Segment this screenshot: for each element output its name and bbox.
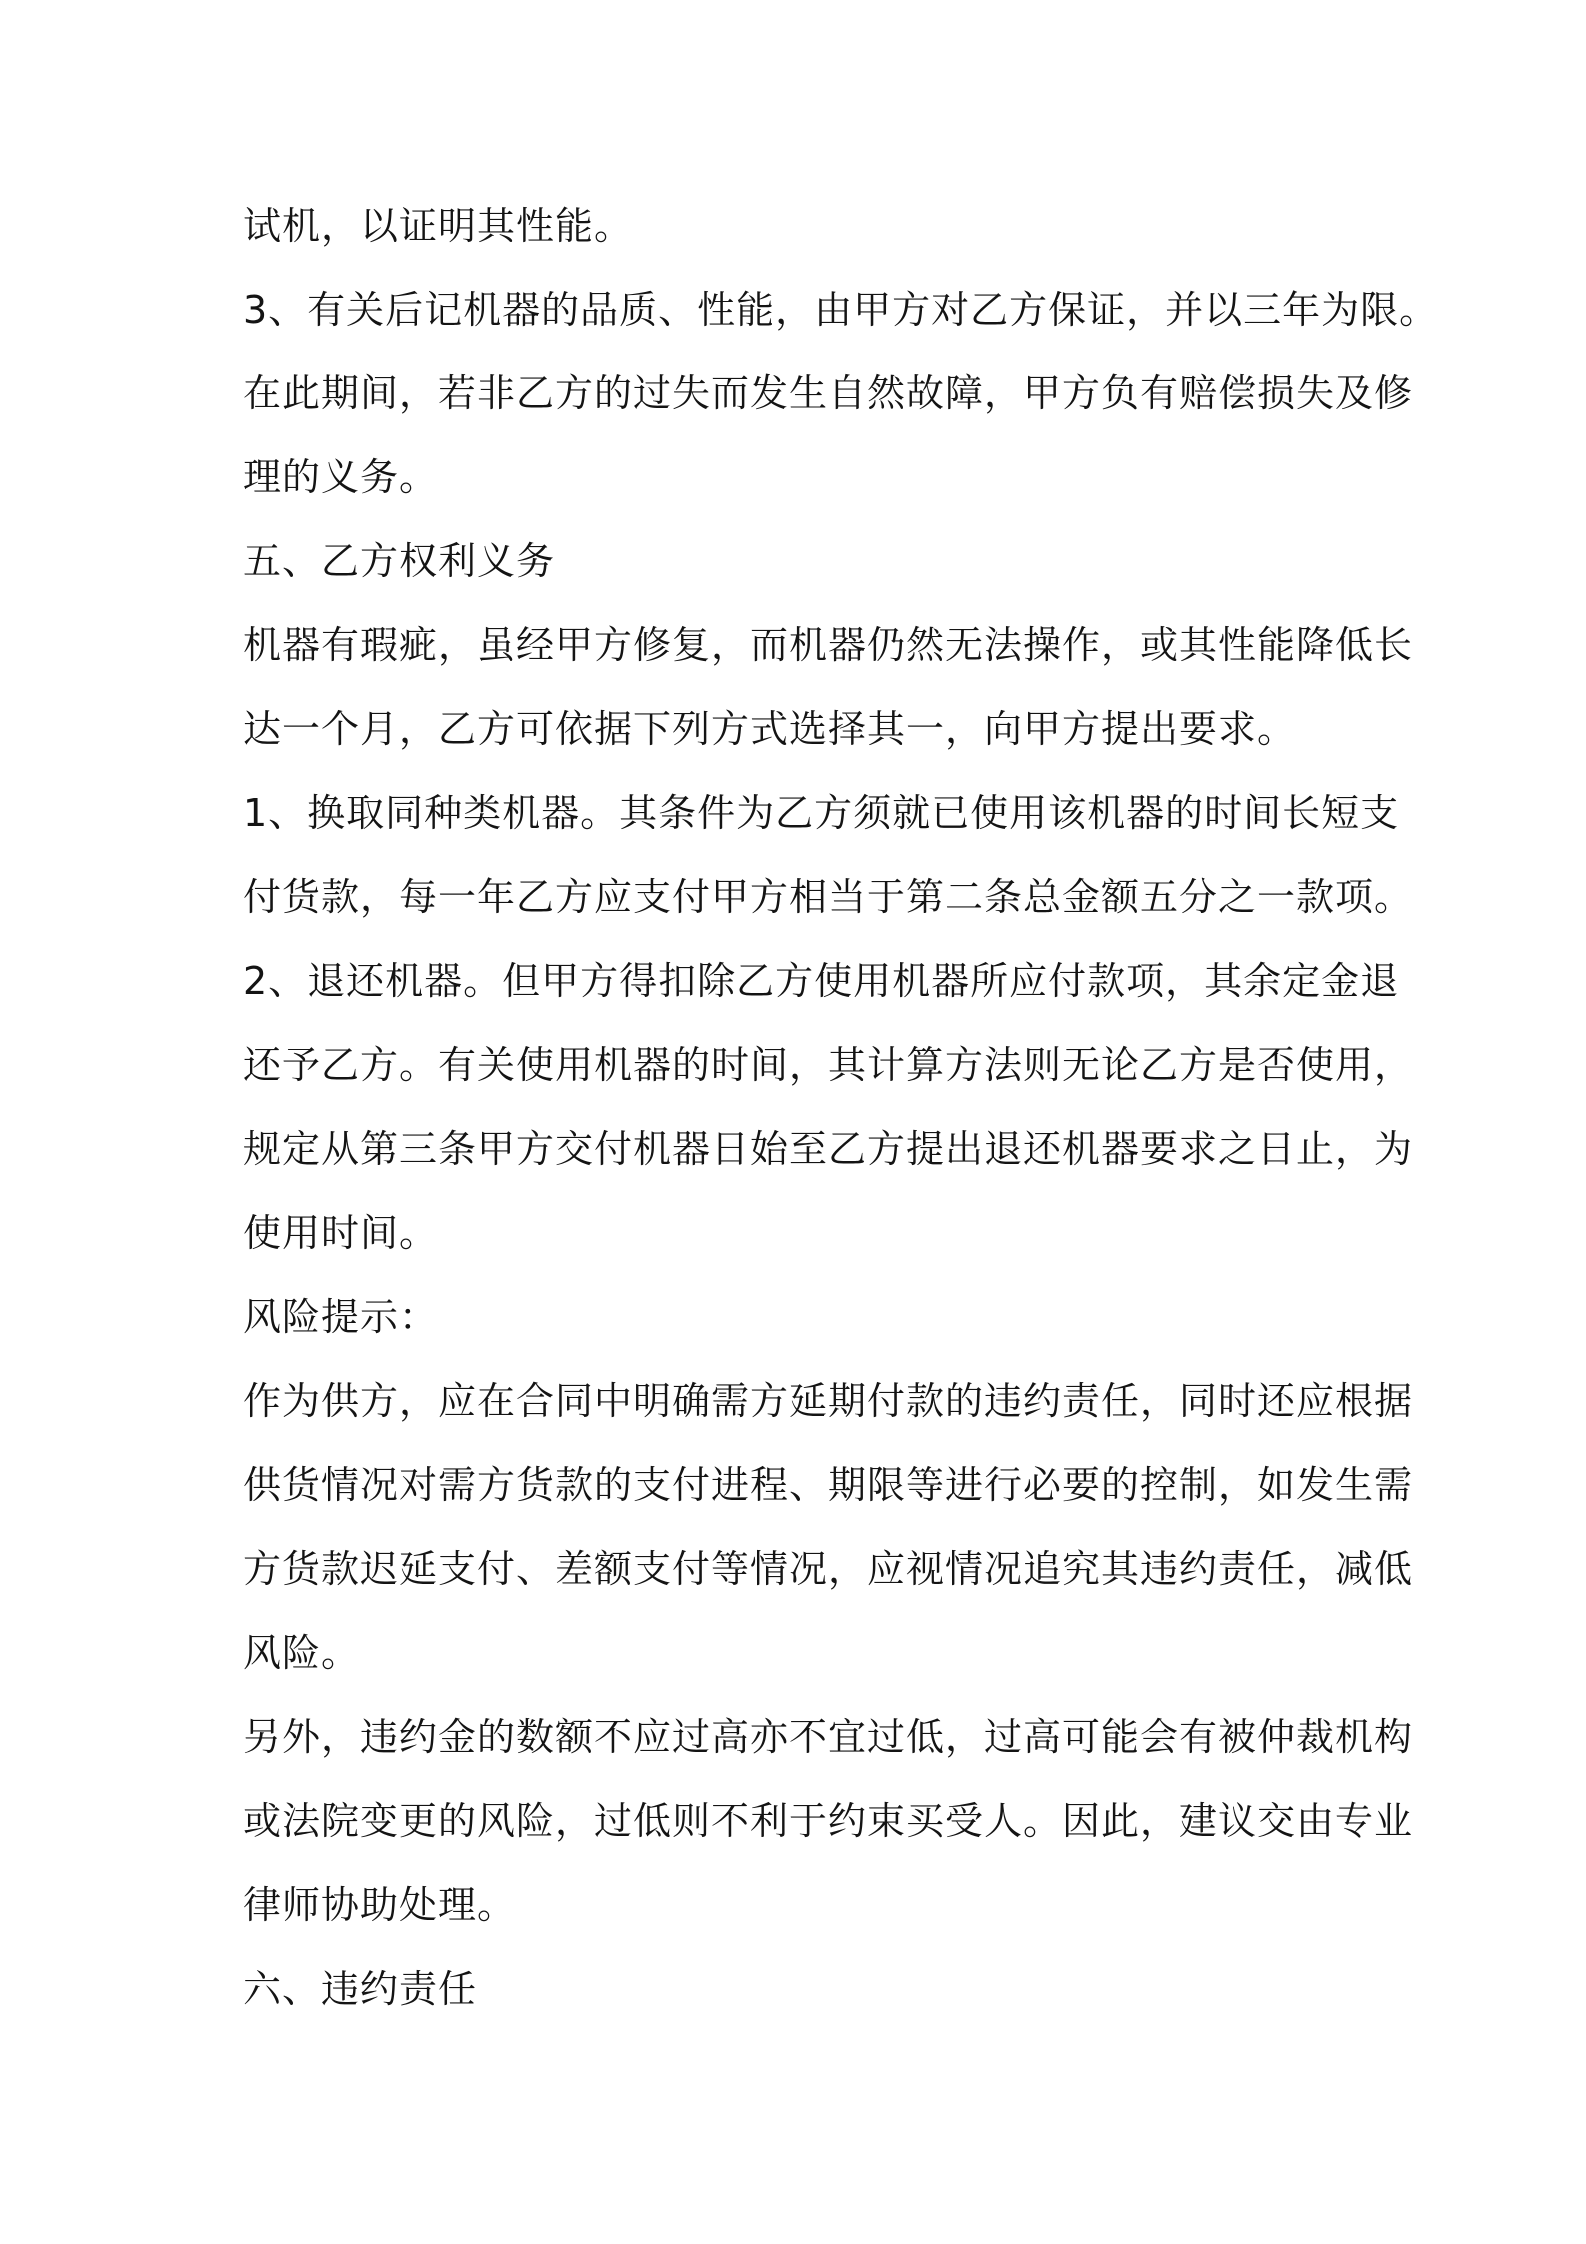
section-heading: 五、乙方权利义务 [243, 539, 556, 583]
text-line: 使用时间。 [243, 1211, 439, 1255]
text-line: 1、换取同种类机器。其条件为乙方须就已使用该机器的时间长短支 [243, 791, 1400, 835]
risk-tip-heading: 风险提示： [243, 1295, 439, 1339]
text-line: 付货款，每一年乙方应支付甲方相当于第二条总金额五分之一款项。 [243, 875, 1414, 919]
text-line: 在此期间，若非乙方的过失而发生自然故障，甲方负有赔偿损失及修 [243, 371, 1414, 415]
text-line: 或法院变更的风险，过低则不利于约束买受人。因此，建议交由专业 [243, 1799, 1414, 1843]
text-line: 达一个月，乙方可依据下列方式选择其一，向甲方提出要求。 [243, 707, 1297, 751]
text-line: 2、退还机器。但甲方得扣除乙方使用机器所应付款项，其余定金退 [243, 959, 1400, 1003]
text-line: 机器有瑕疵，虽经甲方修复，而机器仍然无法操作，或其性能降低长 [243, 623, 1414, 667]
text-line: 规定从第三条甲方交付机器日始至乙方提出退还机器要求之日止，为 [243, 1127, 1414, 1171]
text-line: 供货情况对需方货款的支付进程、期限等进行必要的控制，如发生需 [243, 1463, 1414, 1507]
text-line: 另外，违约金的数额不应过高亦不宜过低，过高可能会有被仲裁机构 [243, 1715, 1414, 1759]
text-line: 还予乙方。有关使用机器的时间，其计算方法则无论乙方是否使用， [243, 1043, 1414, 1087]
text-line: 方货款迟延支付、差额支付等情况，应视情况追究其违约责任，减低 [243, 1547, 1414, 1591]
text-line: 作为供方，应在合同中明确需方延期付款的违约责任，同时还应根据 [243, 1379, 1414, 1423]
text-line: 试机，以证明其性能。 [243, 204, 634, 248]
section-heading: 六、违约责任 [243, 1967, 478, 2011]
text-line: 风险。 [243, 1631, 361, 1675]
text-line: 律师协助处理。 [243, 1883, 517, 1927]
text-line: 理的义务。 [243, 455, 439, 499]
text-line: 3、有关后记机器的品质、性能，由甲方对乙方保证，并以三年为限。 [243, 288, 1439, 332]
